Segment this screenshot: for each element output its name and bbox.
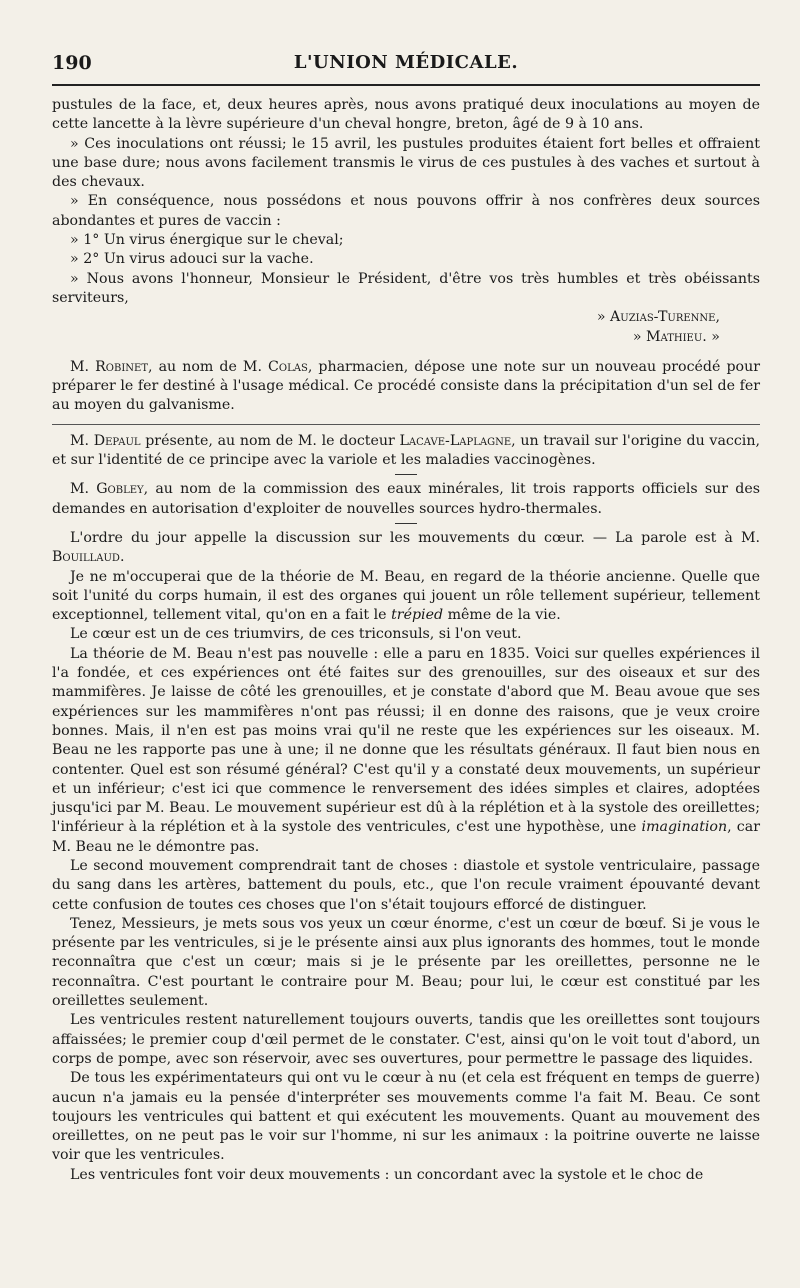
text: La théorie de M. Beau n'est pas nouvelle : elle a paru en 1835. Voici sur quelles expériences il l'a fondée, et ces expériences ont été faites sur des grenouilles, sur des oiseaux et sur des mammifères. Je laisse de côté les grenouilles, et je constate d'abord que M. Beau avoue que ses expériences sur les mammifères n'ont pas réussi; il en donne des raisons, que je veux croire bonnes. Mais, il n'en est pas moins vrai qu'il ne reste que les expériences sur les oiseaux. M. Beau ne les rapporte pas une à une; il ne donne que les résultats généraux. Il faut bien nous en contenter. Quel est son résumé général? C'est qu'il y a constaté deux mouvements, un supérieur et un inférieur; c'est ici que commence le renversement des idées simples et claires, adoptées jusqu'ici par M. Beau. Le mouvement supérieur est dû à la réplétion et à la systole des oreillettes; l'inférieur à la réplétion et à la systole des ventricules, c'est une hypothèse, une bbox=[52, 645, 760, 836]
person-name: Bouillaud bbox=[52, 549, 120, 566]
divider bbox=[395, 523, 417, 524]
paragraph: Le cœur est un de ces triumvirs, de ces triconsuls, si l'on veut. bbox=[70, 626, 522, 643]
person-name: Colas bbox=[268, 358, 308, 375]
text: , au nom de la commission des eaux minérales, lit trois rapports officiels sur des demandes en autorisation d'exploiter de nouvelles sources hydro-thermales. bbox=[52, 481, 760, 517]
signature: » Mathieu. » bbox=[632, 328, 720, 345]
paragraph: » 2° Un virus adouci sur la vache. bbox=[70, 251, 314, 268]
paragraph: Le second mouvement comprendrait tant de choses : diastole et systole ventriculaire, passage du sang dans les artères, battement du pouls, etc., que l'on recule vraiment épouvanté devant cette confusion de toutes ces choses que l'on s'était toujours efforcé de distinguer. bbox=[52, 857, 760, 913]
paragraph-robinet bbox=[52, 358, 760, 416]
person-name: Lacave-Laplagne bbox=[399, 432, 512, 449]
text: . bbox=[119, 549, 125, 566]
paragraph-depaul bbox=[52, 432, 760, 471]
text: M. bbox=[70, 432, 94, 449]
paragraph: pustules de la face, et, deux heures après, nous avons pratiqué deux inoculations au moyen de cette lancette à la lèvre supérieure d'un cheval hongre, breton, âgé de 9 à 10 ans. bbox=[52, 97, 760, 133]
paragraph: » 1° Un virus énergique sur le cheval; bbox=[70, 232, 344, 249]
person-name: Robinet bbox=[95, 358, 148, 375]
page-number: 190 bbox=[52, 52, 92, 74]
text: , au nom de M. bbox=[148, 358, 269, 375]
text: M. bbox=[70, 358, 96, 375]
running-title: L'UNION MÉDICALE. bbox=[293, 52, 519, 73]
paragraph: Les ventricules font voir deux mouvements : un concordant avec la systole et le choc de bbox=[70, 1166, 704, 1183]
text: M. bbox=[70, 481, 97, 498]
paragraph: » Ces inoculations ont réussi; le 15 avril, les pustules produites étaient fort belles et offraient une base dure; nous avons facilement transmis le virus de ces pustules à des vaches et surtout à des chevaux. bbox=[52, 135, 760, 191]
paragraph: Les ventricules restent naturellement toujours ouverts, tandis que les oreillettes sont toujours affaissées; le premier coup d'œil permet de le constater. C'est, ainsi qu'on le voit tout d'abord, un corps de pompe, avec son réservoir, avec ses ouvertures, pour permettre le passage des liquides. bbox=[52, 1012, 760, 1067]
page-header bbox=[52, 44, 760, 86]
text: , un travail sur l'origine du vaccin, et sur l'identité de ce principe avec la variole et les maladies vaccinogènes. bbox=[52, 432, 760, 469]
text: , car M. Beau ne le démontre pas. bbox=[52, 819, 760, 855]
paragraph: » Nous avons l'honneur, Monsieur le Président, d'être vos très humbles et très obéissants serviteurs, bbox=[52, 270, 760, 306]
person-name: Depaul bbox=[93, 432, 141, 449]
paragraph bbox=[52, 645, 760, 857]
paragraph: De tous les expérimentateurs qui ont vu le cœur à nu (et cela est fréquent en temps de guerre) aucun n'a jamais eu la pensée d'interpréter ses mouvements comme l'a fait M. Beau. Ce sont toujours les ventricules qui battent et qui exécutent les mouvements. Quant au mouvement des oreillettes, on ne peut pas le voir sur l'homme, ni sur les animaux : la poitrine ouverte ne laisse voir que les ventricules. bbox=[52, 1070, 760, 1164]
paragraph: Tenez, Messieurs, je mets sous vos yeux un cœur énorme, c'est un cœur de bœuf. Si je vous le présente par les ventricules, si je le présente ainsi aux plus ignorants des hommes, tout le monde reconnaîtra que c'est un cœur; mais si je le présente par les oreillettes, personne ne le reconnaîtra. C'est pourtant le contraire pour M. Beau; pour lui, le cœur est constitué par les oreillettes seulement. bbox=[52, 915, 760, 1010]
text: , pharmacien, dépose une note sur un nouveau procédé pour préparer le fer destiné à l'usage médical. Ce procédé consiste dans la précipitation d'un sel de fer au moyen du galvanisme. bbox=[52, 358, 760, 414]
text: Je ne m'occuperai que de la théorie de M. Beau, en regard de la théorie ancienne. Quelle que soit l'unité du corps humain, il est des organes qui jouent un rôle tellement supérieur, tellement exceptionnel, tellement vital, qu'on en a fait le bbox=[52, 568, 760, 624]
paragraph bbox=[52, 568, 760, 626]
text: imagination bbox=[641, 819, 728, 836]
person-name: Gobley bbox=[96, 481, 144, 498]
text: trépied bbox=[391, 607, 444, 624]
divider bbox=[395, 474, 417, 475]
text: même de la vie. bbox=[443, 607, 561, 624]
text: L'ordre du jour appelle la discussion sur les mouvements du cœur. — La parole est à M. bbox=[70, 529, 760, 546]
signature: » Auzias-Turenne, bbox=[596, 309, 720, 326]
divider bbox=[52, 424, 760, 425]
paragraph-gobley bbox=[52, 480, 760, 519]
page-body bbox=[52, 96, 760, 1185]
paragraph-ordre bbox=[52, 529, 760, 568]
text: présente, au nom de M. le docteur bbox=[140, 432, 400, 449]
paragraph: » En conséquence, nous possédons et nous pouvons offrir à nos confrères deux sources abondantes et pures de vaccin : bbox=[52, 193, 760, 229]
